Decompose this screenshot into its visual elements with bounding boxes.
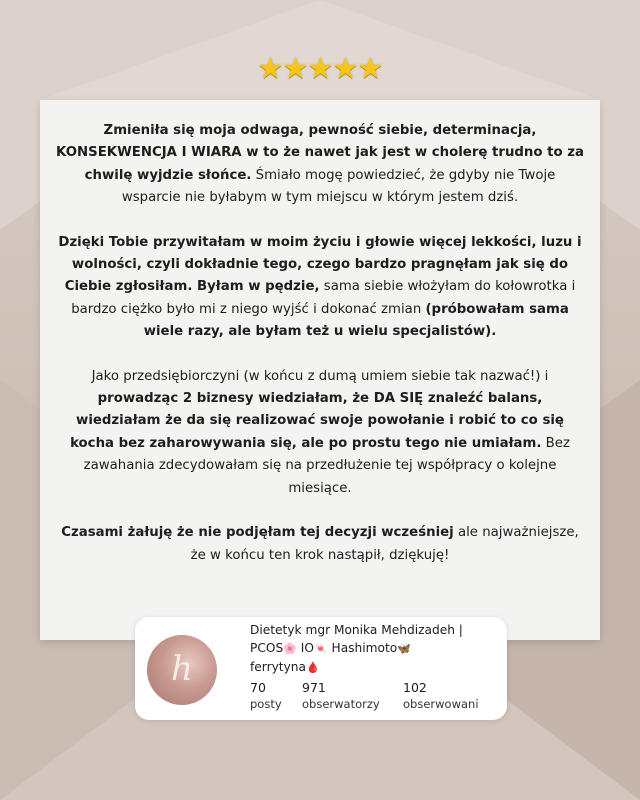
testimonial-text bbox=[40, 120, 600, 567]
stat-followers-label: obserwatorzy bbox=[302, 697, 380, 711]
stat-following[interactable] bbox=[403, 679, 479, 713]
testimonial-paragraph bbox=[54, 366, 586, 500]
testimonial-paragraph bbox=[54, 232, 586, 344]
text-run: Śmiało mogę powiedzieć, że gdyby nie Twoje wsparcie nie byłabym w tym miejscu w którym jestem dziś. bbox=[121, 167, 556, 206]
bold-text-run: prowadząc 2 biznesy wiedziałam, że DA SIĘ znaleźć balans, wiedziałam że da się realizować swoje powołanie i robić to co się kocha bez zaharowywania się, ale po prostu tego nie umiałam. bbox=[70, 391, 564, 451]
emoji-icon: 🌸 bbox=[283, 642, 297, 655]
emoji-icon: 🦋 bbox=[397, 642, 411, 655]
bold-text-run: Czasami żałuję że nie podjęłam tej decyzji wcześniej bbox=[61, 525, 454, 541]
stat-followers[interactable] bbox=[302, 679, 380, 713]
stat-posts[interactable] bbox=[250, 679, 282, 713]
profile-name-part: Dietetyk mgr Monika Mehdizadeh | bbox=[250, 623, 463, 637]
bold-text-run: Zmieniła się moja odwaga, pewność siebie, determinacja, KONSEKWENCJA I WIARA w to że nawet jak jest w cholerę trudno to za chwilę wyjdzie słońce. bbox=[55, 123, 584, 183]
profile-name-part: Hashimoto bbox=[327, 641, 398, 655]
text-run: sama siebie włożyłam do kołowrotka i bardzo ciężko było mi z niego wyjść i dokonać zmian bbox=[71, 279, 576, 317]
rating-stars: ★★★★★ bbox=[257, 51, 383, 85]
emoji-icon: 🍬 bbox=[313, 642, 328, 655]
profile-name-part: ferrytyna bbox=[250, 660, 306, 674]
text-run: Jako przedsiębiorczyni (w końcu z dumą umiem siebie tak nazwać!) i bbox=[91, 368, 549, 384]
profile-card[interactable] bbox=[135, 617, 507, 720]
profile-name bbox=[250, 621, 500, 677]
stat-following-value: 102 bbox=[403, 680, 427, 695]
text-run: ale najważniejsze, że w końcu ten krok nastąpił, dziękuję! bbox=[190, 525, 579, 563]
profile-name-part: PCOS bbox=[250, 641, 284, 655]
stat-following-label: obserwowani bbox=[403, 697, 479, 711]
bold-text-run: Dzięki Tobie przywitałam w moim życiu i głowie więcej lekkości, luzu i wolności, czyli dokładnie tego, czego bardzo pragnęłam jak się do Ciebie zgłosiłam. Byłam w pędzie, bbox=[58, 234, 582, 295]
bold-text-run: (próbowałam sama wiele razy, ale byłam też u wielu specjalistów). bbox=[143, 301, 569, 340]
avatar-monogram: h bbox=[171, 649, 193, 689]
emoji-icon: 🩸 bbox=[306, 661, 320, 674]
stat-posts-label: posty bbox=[250, 697, 282, 711]
testimonial-paragraph bbox=[54, 522, 586, 567]
profile-name-part: IO bbox=[296, 641, 314, 655]
testimonial-card bbox=[40, 100, 600, 640]
avatar[interactable] bbox=[147, 635, 217, 705]
testimonial-paragraph bbox=[54, 120, 586, 210]
stat-posts-value: 70 bbox=[250, 680, 266, 695]
stat-followers-value: 971 bbox=[302, 680, 326, 695]
text-run: Bez zawahania zdecydowałam się na przedłużenie tej współpracy o kolejne miesiące. bbox=[83, 435, 570, 496]
